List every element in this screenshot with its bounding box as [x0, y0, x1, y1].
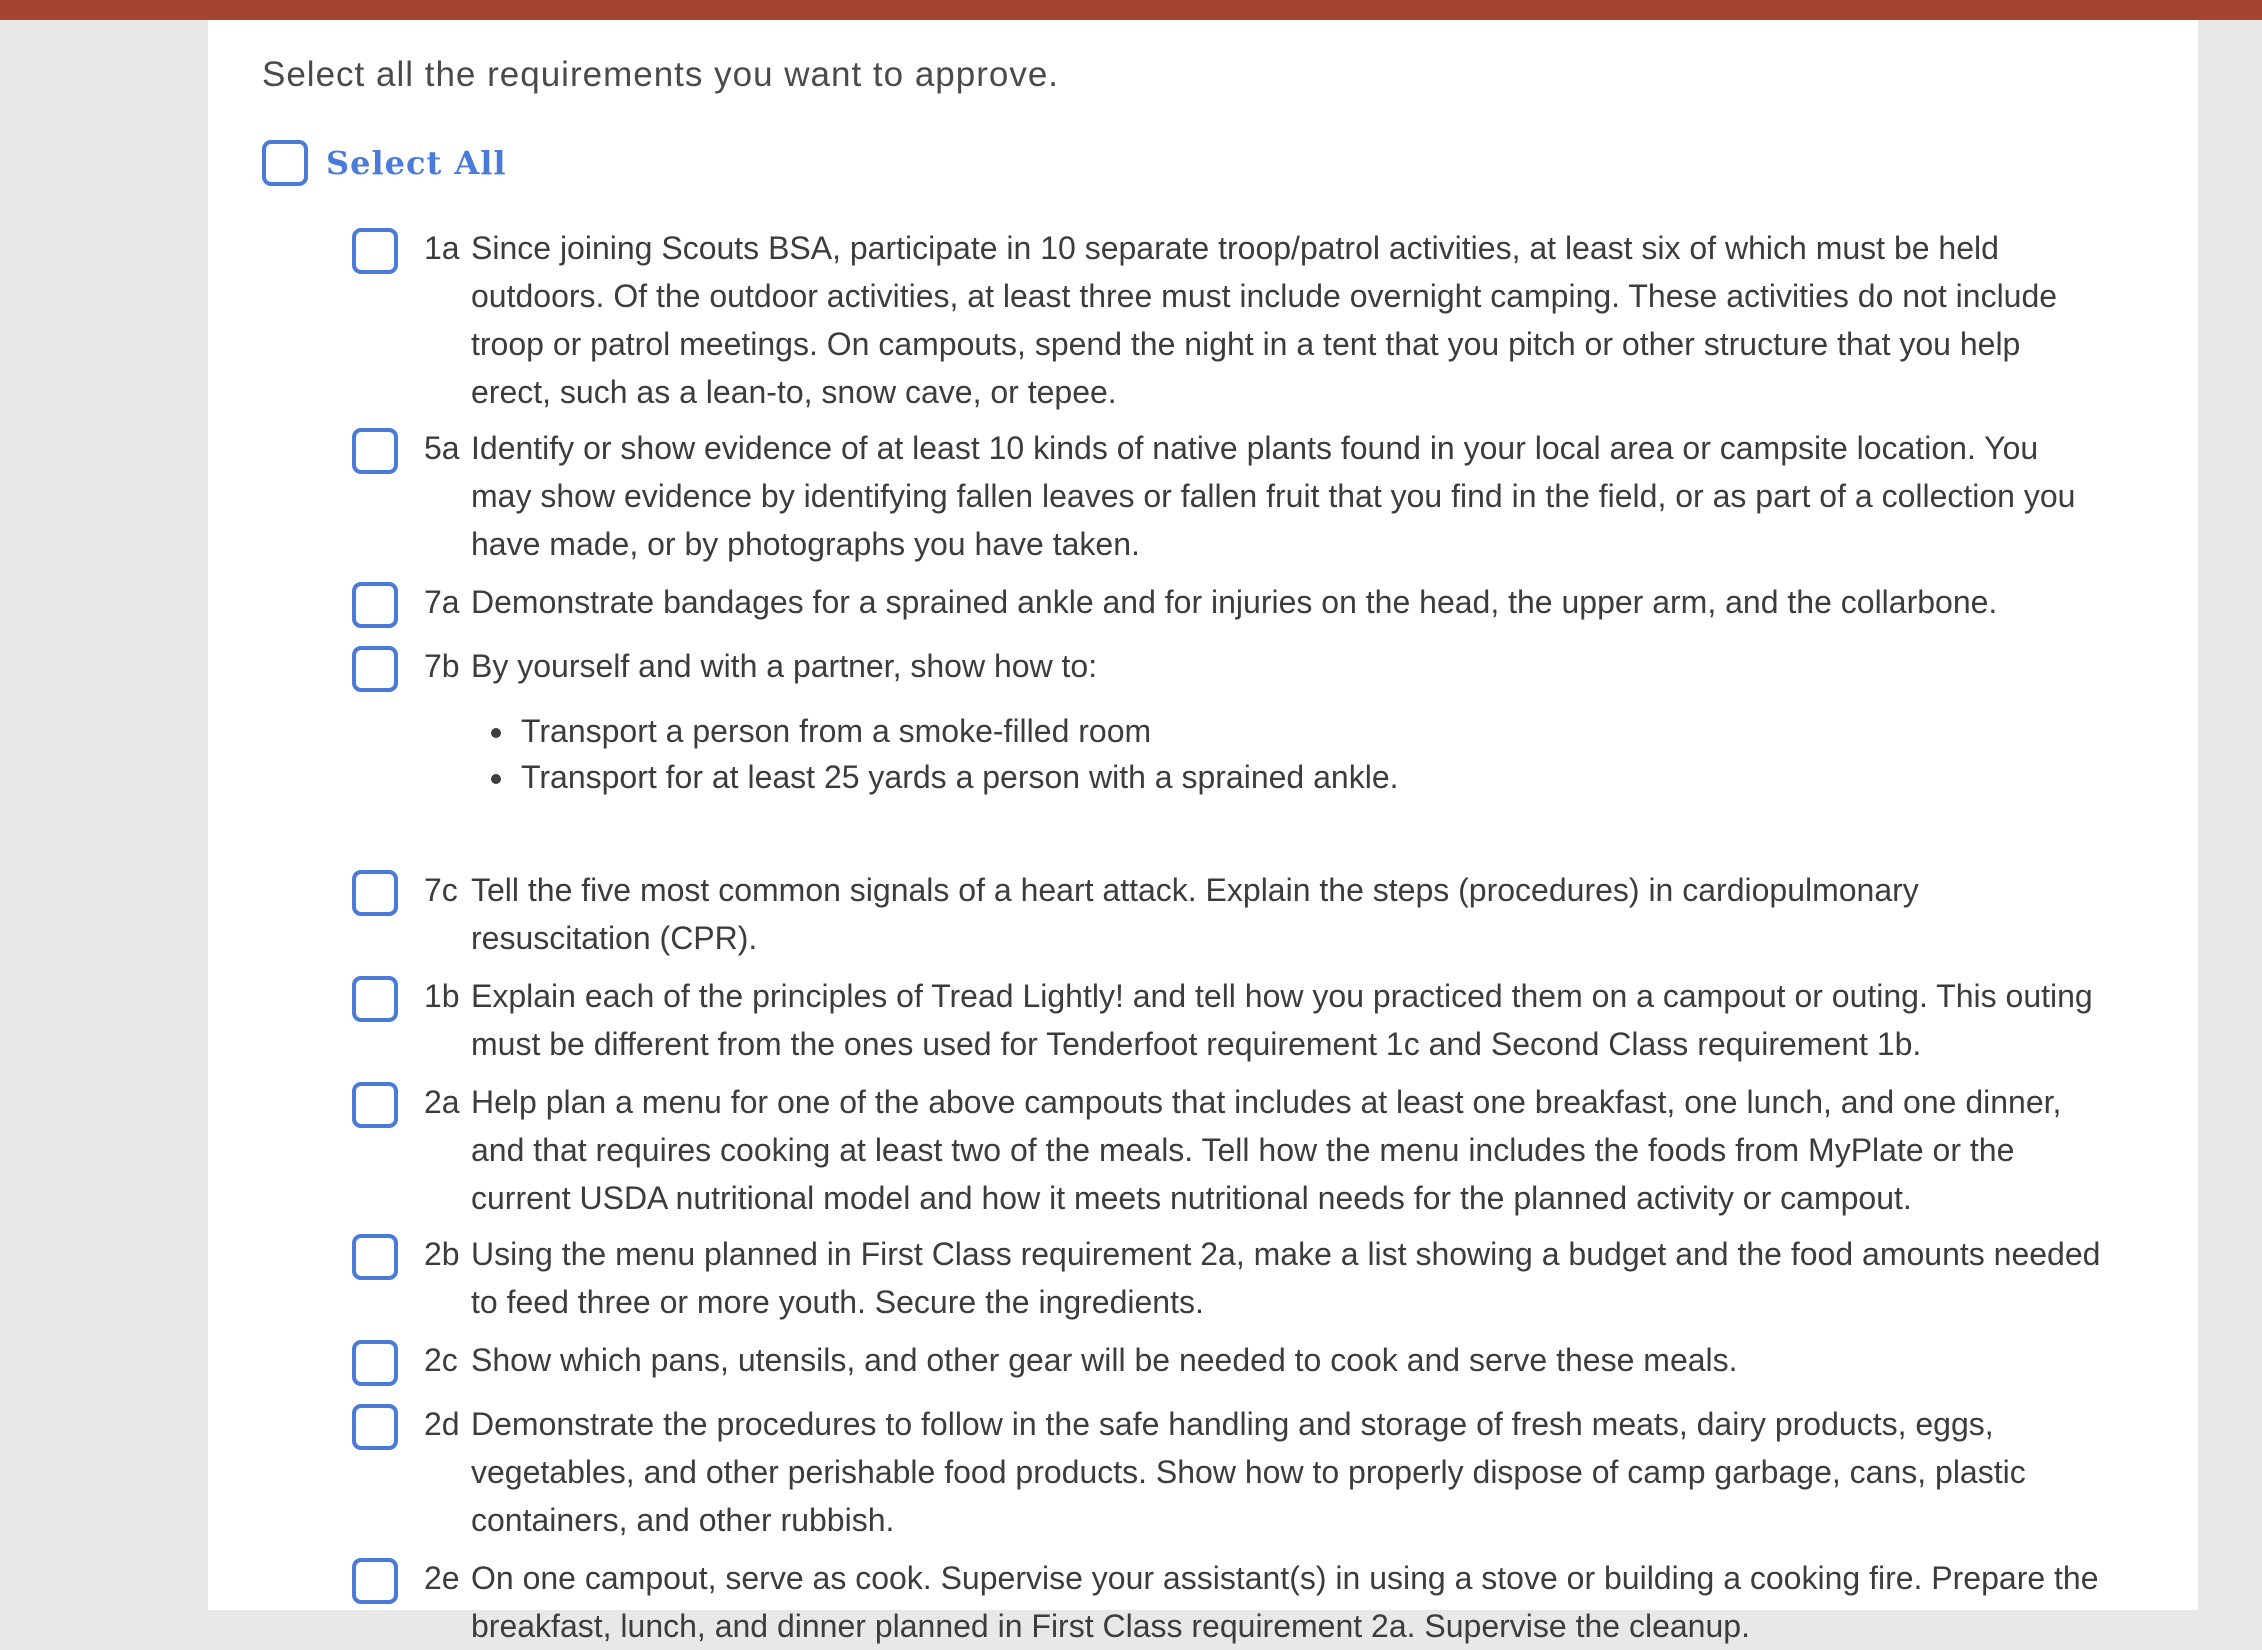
requirement-code: 7a: [424, 584, 460, 620]
requirement-text: Identify or show evidence of at least 10 kinds of native plants found in your local area or campsite location. You may show evidence by identifying fallen leaves or fallen fruit that you find in the field, or as part of a collection you have made, or by photographs you have taken.: [471, 430, 2076, 562]
top-bar: [0, 0, 2262, 20]
requirement-text: Demonstrate the procedures to follow in the safe handling and storage of fresh meats, dairy products, eggs, vegetables, and other perishable food products. Show how to properly dispose of camp garbage, cans, plastic containers, and other rubbish.: [471, 1406, 2026, 1538]
requirement-checkbox-2e[interactable]: [352, 1558, 398, 1604]
requirement-text: By yourself and with a partner, show how to:: [471, 648, 1098, 684]
requirement-bullet-list: [487, 708, 1399, 800]
select-all-option[interactable]: [262, 140, 507, 186]
bullet-item: • Transport a person from a smoke-filled room: [517, 708, 1399, 754]
requirement-checkbox-7a[interactable]: [352, 582, 398, 628]
requirement-code: 1a: [424, 230, 460, 266]
requirement-checkbox-7c[interactable]: [352, 870, 398, 916]
requirement-text: Using the menu planned in First Class requirement 2a, make a list showing a budget and the food amounts needed to feed three or more youth. Secure the ingredients.: [471, 1236, 2101, 1320]
requirement-text: Demonstrate bandages for a sprained ankle and for injuries on the head, the upper arm, and the collarbone.: [471, 584, 1998, 620]
requirement-text: Help plan a menu for one of the above campouts that includes at least one breakfast, one lunch, and one dinner, and that requires cooking at least two of the meals. Tell how the menu includes the foods from MyPlate or the current USDA nutritional model and how it meets nutritional needs for the planned activity or campout.: [471, 1084, 2062, 1216]
requirement-checkbox-2c[interactable]: [352, 1340, 398, 1386]
requirement-checkbox-5a[interactable]: [352, 428, 398, 474]
requirement-code: 5a: [424, 430, 460, 466]
requirement-code: 1b: [424, 978, 460, 1014]
requirement-code: 2b: [424, 1236, 460, 1272]
requirement-checkbox-7b[interactable]: [352, 646, 398, 692]
requirement-checkbox-2b[interactable]: [352, 1234, 398, 1280]
select-all-label[interactable]: Select All: [326, 144, 507, 182]
requirement-text: On one campout, serve as cook. Supervise your assistant(s) in using a stove or building a cooking fire. Prepare the breakfast, lunch, and dinner planned in First Class requirement 2a. Supervise the cleanup.: [471, 1560, 2099, 1644]
requirement-code: 2e: [424, 1560, 460, 1596]
requirement-text: Tell the five most common signals of a heart attack. Explain the steps (procedures) in cardiopulmonary resuscitation (CPR).: [471, 872, 1919, 956]
requirement-checkbox-2d[interactable]: [352, 1404, 398, 1450]
requirement-checkbox-1a[interactable]: [352, 228, 398, 274]
requirement-code: 2a: [424, 1084, 460, 1120]
bullet-item: • Transport for at least 25 yards a person with a sprained ankle.: [517, 754, 1399, 800]
approval-panel: [208, 20, 2198, 1644]
requirement-code: 2c: [424, 1342, 458, 1378]
requirement-text: Show which pans, utensils, and other gear will be needed to cook and serve these meals.: [471, 1342, 1738, 1378]
requirement-code: 2d: [424, 1406, 460, 1442]
requirement-text: Since joining Scouts BSA, participate in 10 separate troop/patrol activities, at least six of which must be held outdoors. Of the outdoor activities, at least three must include overnight camping. These activities do not include troop or patrol meetings. On campouts, spend the night in a tent that you pitch or other structure that you help erect, such as a lean-to, snow cave, or tepee.: [471, 230, 2058, 410]
requirement-code: 7c: [424, 872, 458, 908]
select-all-checkbox[interactable]: [262, 140, 308, 186]
requirement-text: Explain each of the principles of Tread Lightly! and tell how you practiced them on a campout or outing. This outing must be different from the ones used for Tenderfoot requirement 1c and Second Class requirement 1b.: [471, 978, 2093, 1062]
requirement-checkbox-2a[interactable]: [352, 1082, 398, 1128]
requirement-code: 7b: [424, 648, 460, 684]
requirement-checkbox-1b[interactable]: [352, 976, 398, 1022]
instruction-text: Select all the requirements you want to approve.: [262, 55, 1060, 94]
